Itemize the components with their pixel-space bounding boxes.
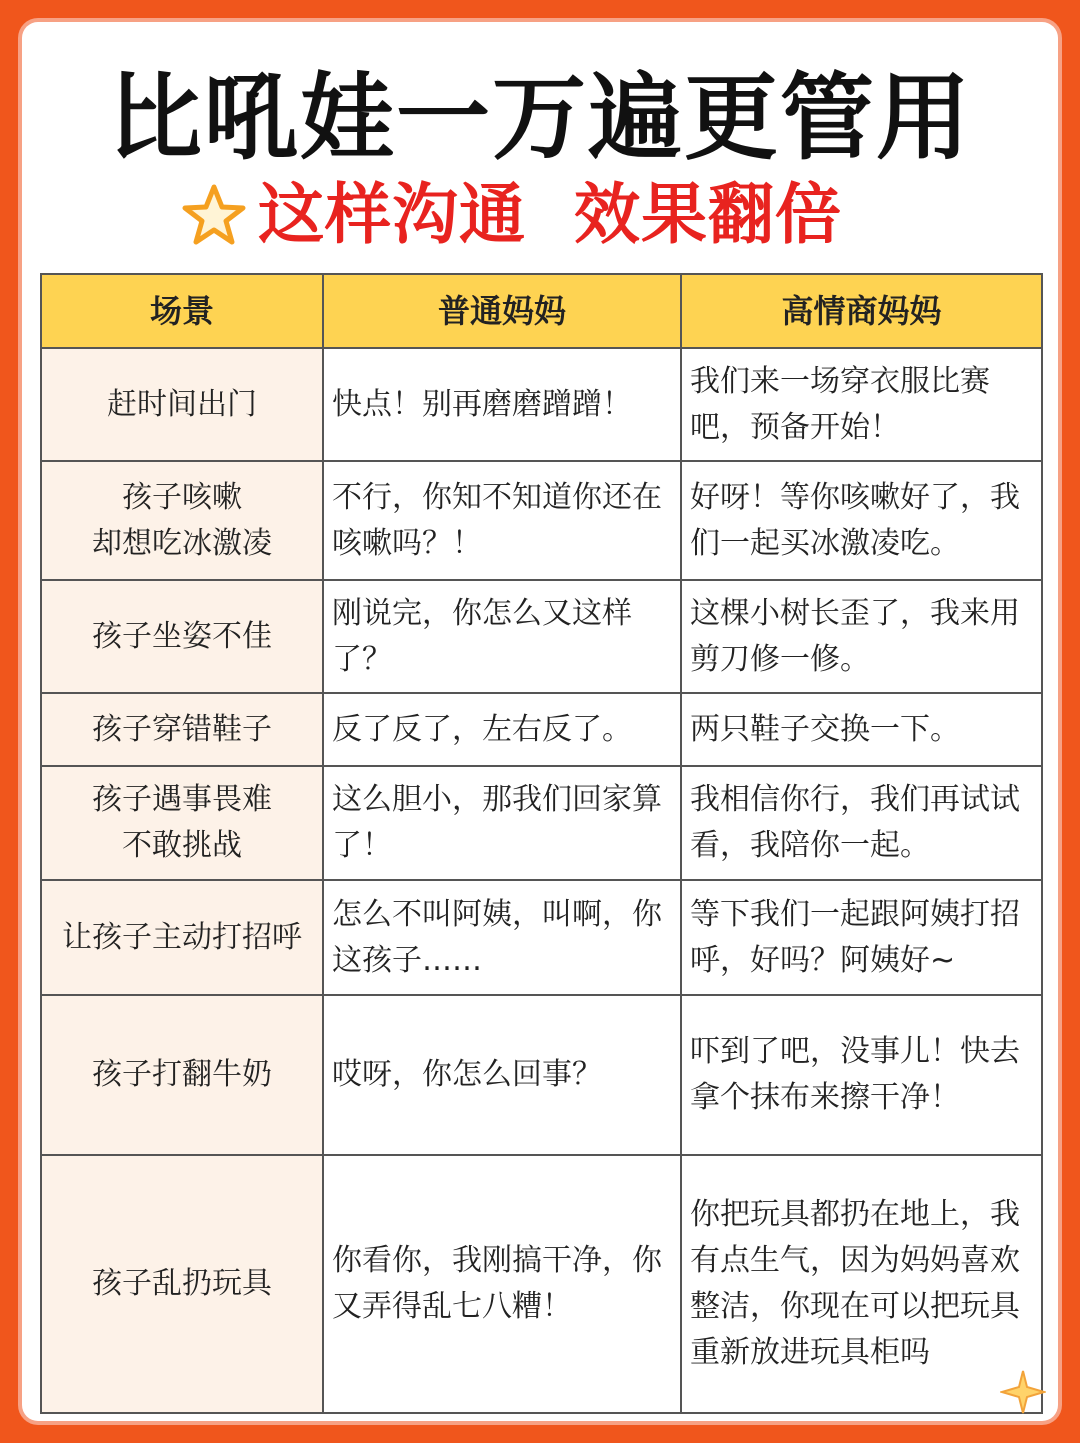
table-row <box>41 766 1042 880</box>
eq-mom-cell: 吓到了吧，没事儿！快去拿个抹布来擦干净！ <box>681 995 1042 1155</box>
scene-text: 孩子咳嗽 <box>122 479 242 515</box>
ordinary-mom-cell: 你看你，我刚搞干净，你又弄得乱七八糟！ <box>323 1155 681 1413</box>
page-title: 比吼娃一万遍更管用 <box>107 64 972 173</box>
table-row <box>41 880 1042 995</box>
eq-mom-cell: 我们来一场穿衣服比赛吧，预备开始！ <box>681 348 1042 461</box>
scene-text: 孩子乱扔玩具 <box>92 1266 272 1301</box>
table-row <box>41 995 1042 1155</box>
table-row <box>41 693 1042 766</box>
scene-text: 让孩子主动打招呼 <box>62 919 302 955</box>
table-row <box>41 1155 1042 1413</box>
header-ordinary-mom: 普通妈妈 <box>323 274 681 348</box>
ordinary-mom-cell: 哎呀，你怎么回事？ <box>323 995 681 1155</box>
table-row <box>41 580 1042 693</box>
eq-mom-cell: 这棵小树长歪了，我来用剪刀修一修。 <box>681 580 1042 693</box>
eq-mom-cell: 你把玩具都扔在地上，我有点生气，因为妈妈喜欢整洁，你现在可以把玩具重新放进玩具柜吗 <box>681 1155 1042 1413</box>
scene-text: 却想吃冰激凌 <box>92 525 272 561</box>
subtitle-part2: 效果翻倍 <box>574 176 842 253</box>
eq-mom-cell: 等下我们一起跟阿姨打招呼，好吗？阿姨好~ <box>681 880 1042 995</box>
scene-text: 赶时间出门 <box>107 386 257 422</box>
header-scene: 场景 <box>41 274 323 348</box>
scene-cell <box>41 766 323 880</box>
scene-text: 孩子坐姿不佳 <box>92 618 272 654</box>
table-row <box>41 348 1042 461</box>
header-eq-mom: 高情商妈妈 <box>681 274 1042 348</box>
sparkle-icon <box>1000 1369 1046 1415</box>
scene-text: 孩子打翻牛奶 <box>92 1057 272 1092</box>
ordinary-mom-cell: 刚说完，你怎么又这样了？ <box>323 580 681 693</box>
table-row <box>41 461 1042 580</box>
ordinary-mom-cell: 反了反了，左右反了。 <box>323 693 681 766</box>
scene-cell <box>41 880 323 995</box>
scene-text: 孩子遇事畏难 <box>92 782 272 817</box>
star-outline-icon <box>182 183 246 247</box>
ordinary-mom-cell: 不行，你知不知道你还在咳嗽吗？！ <box>323 461 681 580</box>
ordinary-mom-cell: 快点！别再磨磨蹭蹭！ <box>323 348 681 461</box>
scene-cell <box>41 461 323 580</box>
ordinary-mom-cell: 这么胆小，那我们回家算了！ <box>323 766 681 880</box>
eq-mom-cell: 好呀！等你咳嗽好了，我们一起买冰激凌吃。 <box>681 461 1042 580</box>
scene-cell <box>41 995 323 1155</box>
scene-cell <box>41 1155 323 1413</box>
subtitle-part1: 这样沟通 <box>258 176 526 253</box>
scene-text: 孩子穿错鞋子 <box>92 711 272 747</box>
scene-text: 不敢挑战 <box>122 828 242 863</box>
table-header-row <box>41 274 1042 348</box>
eq-mom-cell: 两只鞋子交换一下。 <box>681 693 1042 766</box>
scene-cell <box>41 693 323 766</box>
scene-cell <box>41 348 323 461</box>
scene-cell <box>41 580 323 693</box>
subtitle-row <box>182 170 842 260</box>
eq-mom-cell: 我相信你行，我们再试试看，我陪你一起。 <box>681 766 1042 880</box>
ordinary-mom-cell: 怎么不叫阿姨，叫啊，你这孩子…… <box>323 880 681 995</box>
comparison-table <box>40 273 1043 1414</box>
content-card <box>22 22 1058 1421</box>
